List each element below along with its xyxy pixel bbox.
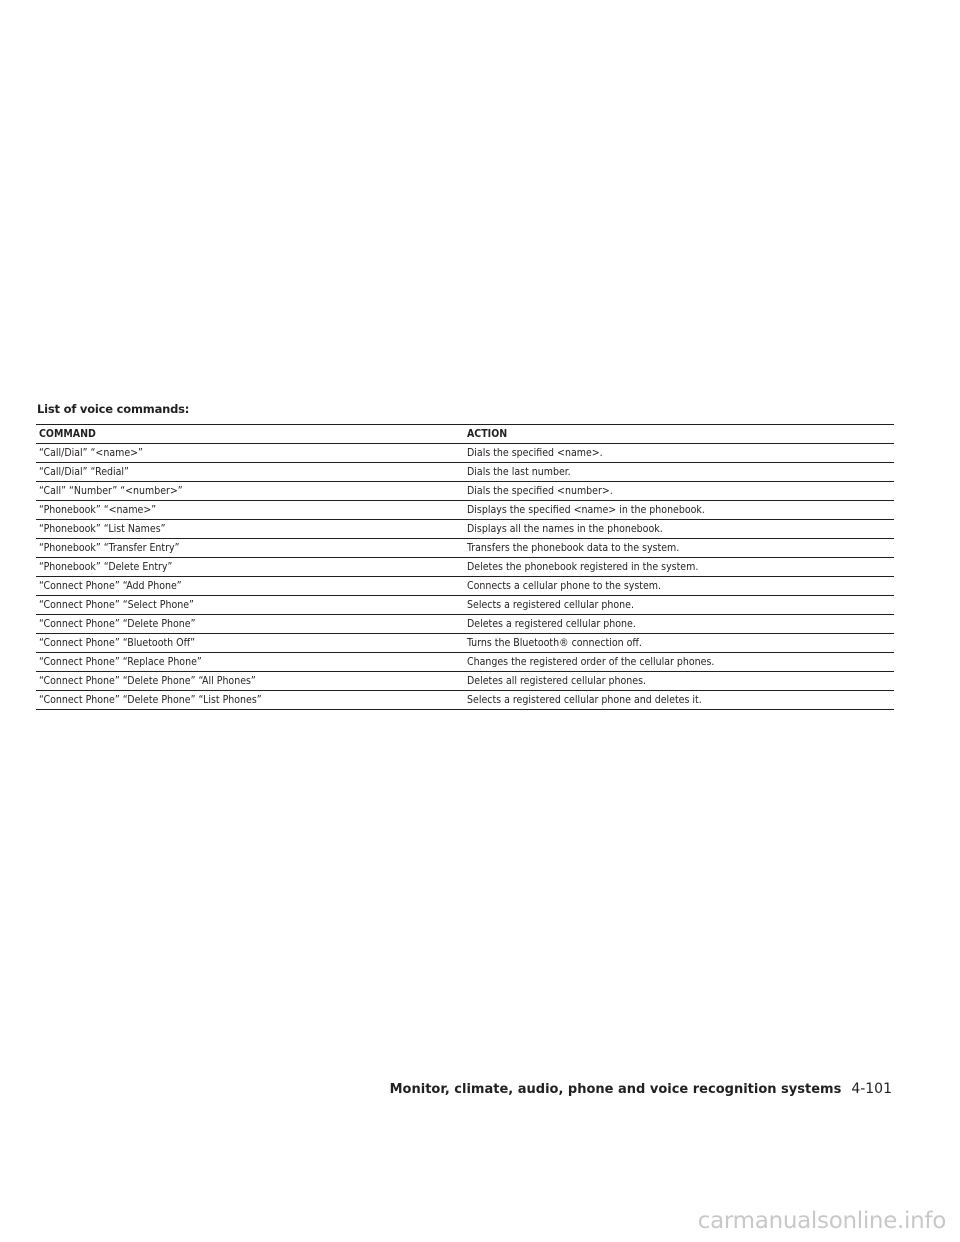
command-cell: “Phonebook” “<name>”: [36, 501, 464, 520]
command-cell: “Connect Phone” “Delete Phone” “List Phones”: [39, 694, 262, 706]
table-row: [36, 558, 894, 577]
command-cell: “Connect Phone” “Bluetooth Off”: [36, 634, 464, 653]
action-cell: Connects a cellular phone to the system.: [464, 577, 894, 596]
action-cell: Changes the registered order of the cellular phones.: [464, 653, 894, 672]
command-cell: “Phonebook” “Transfer Entry”: [36, 539, 464, 558]
command-cell: “Call/Dial” “<name>”: [36, 444, 464, 463]
table-row: [36, 577, 894, 596]
column-header-action: ACTION: [464, 425, 894, 444]
table-row: [36, 520, 894, 539]
command-cell: “Phonebook” “List Names”: [36, 520, 464, 539]
action-cell: Dials the specified <name>.: [464, 444, 894, 463]
table-row: [36, 463, 894, 482]
action-cell: Turns the Bluetooth® connection off.: [464, 634, 894, 653]
command-cell: “Connect Phone” “Select Phone”: [36, 596, 464, 615]
action-cell: Transfers the phonebook data to the system.: [464, 539, 894, 558]
page-number: 4-101: [851, 1081, 892, 1097]
section-title: List of voice commands:: [37, 402, 190, 416]
action-cell: Displays all the names in the phonebook.: [464, 520, 894, 539]
command-cell: “Connect Phone” “Replace Phone”: [36, 653, 464, 672]
table-row: [36, 615, 894, 634]
action-cell: Dials the specified <number>.: [464, 482, 894, 501]
action-cell: Selects a registered cellular phone.: [464, 596, 894, 615]
command-cell: “Call” “Number” “<number>”: [36, 482, 464, 501]
watermark: carmanualsonline.info: [697, 1208, 946, 1234]
table-row: [36, 634, 894, 653]
table-row: [36, 672, 894, 691]
command-cell: “Phonebook” “Delete Entry”: [36, 558, 464, 577]
table-row: [36, 444, 894, 463]
action-cell: Deletes all registered cellular phones.: [464, 672, 894, 691]
action-cell: Deletes the phonebook registered in the system.: [464, 558, 894, 577]
table-row: [36, 653, 894, 672]
action-cell: Displays the specified <name> in the phonebook.: [464, 501, 894, 520]
footer-section-name: Monitor, climate, audio, phone and voice recognition systems: [389, 1082, 842, 1097]
action-cell: Deletes a registered cellular phone.: [464, 615, 894, 634]
table-header-row: [36, 425, 894, 444]
column-header-command: COMMAND: [36, 425, 464, 444]
voice-commands-table: [36, 424, 894, 710]
command-cell: “Connect Phone” “Delete Phone”: [36, 615, 464, 634]
table-row: [36, 501, 894, 520]
table-row: [36, 691, 894, 710]
table-row: [36, 539, 894, 558]
command-cell: “Connect Phone” “Add Phone”: [36, 577, 464, 596]
action-cell: Selects a registered cellular phone and deletes it.: [467, 694, 702, 706]
action-cell: Dials the last number.: [464, 463, 894, 482]
table-row: [36, 596, 894, 615]
command-cell: “Call/Dial” “Redial”: [36, 463, 464, 482]
table-row: [36, 482, 894, 501]
command-cell: “Connect Phone” “Delete Phone” “All Phones”: [36, 672, 464, 691]
page-footer: [390, 1081, 892, 1097]
